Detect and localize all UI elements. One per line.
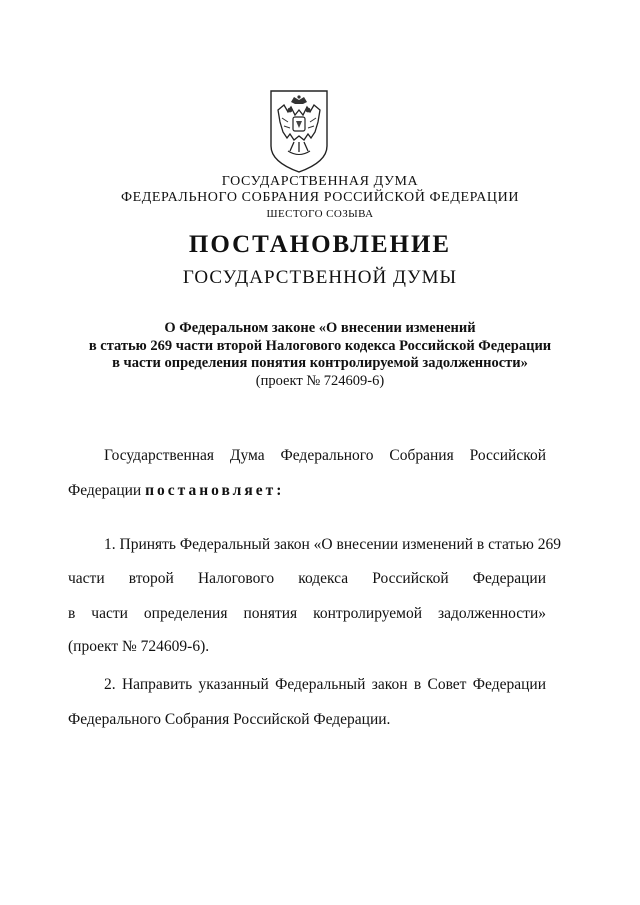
subject-line: в статью 269 части второй Налогового кодекса Российской Федерации xyxy=(88,337,552,354)
subject-line: в части определения понятия контролируемой задолженности» xyxy=(112,355,528,371)
item-2-line: Федерального Собрания Российской Федерации. xyxy=(68,711,391,728)
preamble-line: Государственная Дума Федерального Собрания Российской xyxy=(104,447,546,464)
document-title: ПОСТАНОВЛЕНИЕ xyxy=(188,231,452,258)
item-1-line: в части определения понятия контролируемой задолженности» xyxy=(68,605,546,622)
item-1-line: 1. Принять Федеральный закон «О внесении изменений в статью 269 xyxy=(104,536,561,553)
header-duma: ГОСУДАРСТВЕННАЯ ДУМА xyxy=(221,174,419,189)
preamble-line xyxy=(68,481,284,501)
preamble-prefix: Федерации xyxy=(68,482,142,499)
item-1-line: (проект № 724609-6). xyxy=(68,638,210,655)
header-federal-assembly: ФЕДЕРАЛЬНОГО СОБРАНИЯ РОССИЙСКОЙ ФЕДЕРАЦИИ xyxy=(120,190,520,205)
resolves-word: постановляет: xyxy=(145,482,285,499)
item-2-line: 2. Направить указанный Федеральный закон в Совет Федерации xyxy=(104,676,546,693)
subject-line: О Федеральном законе «О внесении изменений xyxy=(164,320,476,336)
header-convocation: ШЕСТОГО СОЗЫВА xyxy=(266,208,374,220)
item-1-line: части второй Налогового кодекса Российской Федерации xyxy=(68,570,546,587)
document-subtitle: ГОСУДАРСТВЕННОЙ ДУМЫ xyxy=(182,267,458,288)
document-subject xyxy=(0,320,640,390)
project-number: (проект № 724609-6) xyxy=(255,372,385,389)
coat-of-arms-icon xyxy=(268,88,330,174)
